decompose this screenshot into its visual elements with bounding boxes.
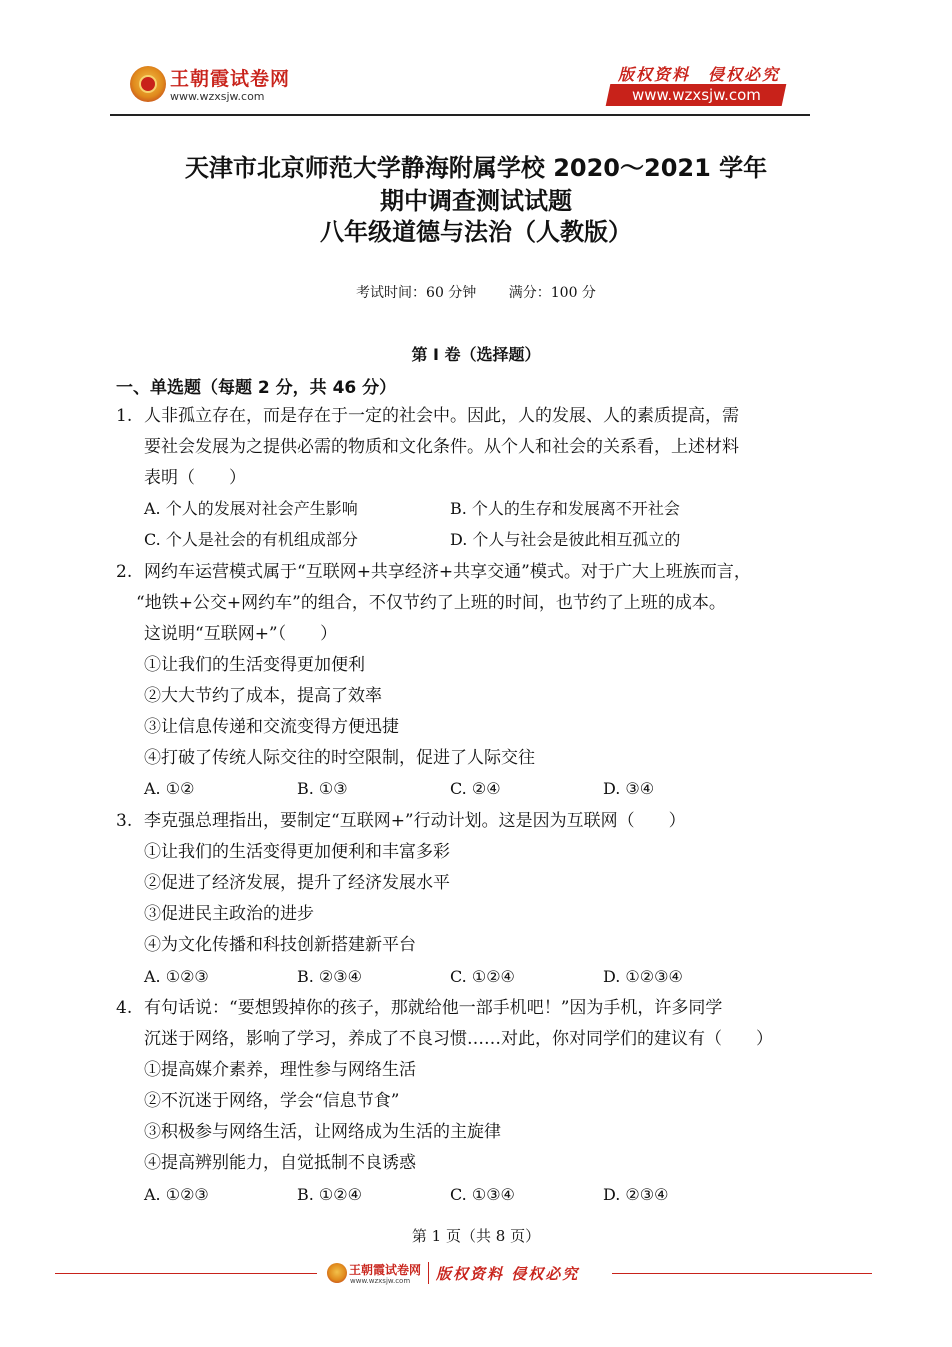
question-text: 网约车运营模式属于“互联网+共享经济+共享交通”模式。对于广大上班族而言， — [144, 562, 751, 582]
statement-item: ②促进了经济发展，提升了经济发展水平 — [144, 873, 450, 893]
logo-url: www.wzxsjw.com — [170, 90, 265, 103]
statement-item: ④为文化传播和科技创新搭建新平台 — [144, 935, 416, 955]
header-divider — [110, 114, 810, 116]
section-title: 第 I 卷（选择题） — [411, 345, 541, 364]
option-b[interactable]: B. ①②④ — [297, 1185, 362, 1204]
logo-name: 王朝霞试卷网 — [170, 68, 291, 90]
question-text: “地铁+公交+网约车”的组合，不仅节约了上班的时间，也节约了上班的成本。 — [136, 593, 726, 613]
footer-seal-icon — [327, 1263, 347, 1283]
statement-item: ③让信息传递和交流变得方便迅捷 — [144, 717, 399, 737]
option-c[interactable]: C. ②④ — [450, 779, 501, 798]
option-a[interactable]: A. ①②③ — [144, 967, 209, 986]
option-b[interactable]: B. ②③④ — [297, 967, 362, 986]
statement-item: ①让我们的生活变得更加便利和丰富多彩 — [144, 842, 450, 862]
option-c[interactable]: C. 个人是社会的有机组成部分 — [144, 530, 358, 549]
question-text: 表明（ ） — [144, 468, 246, 488]
footer-logo-url: www.wzxsjw.com — [350, 1277, 411, 1285]
option-c[interactable]: C. ①③④ — [450, 1185, 515, 1204]
question-text: 这说明“互联网+”（ ） — [144, 624, 338, 644]
option-d[interactable]: D. 个人与社会是彼此相互孤立的 — [450, 530, 681, 549]
site-url-text: www.wzxsjw.com — [631, 86, 761, 104]
page-title-line2: 期中调查测试试题 — [380, 187, 572, 215]
exam-score: 满分：100 分 — [508, 285, 596, 301]
question-number: 2. — [116, 562, 133, 582]
footer-divider-right — [612, 1273, 872, 1274]
option-a[interactable]: A. ①②③ — [144, 1185, 209, 1204]
copyright-notice: 版权资料 侵权必究 — [618, 65, 781, 84]
question-text: 有句话说：“要想毁掉你的孩子，那就给他一部手机吧！”因为手机，许多同学 — [144, 998, 723, 1018]
question-text: 李克强总理指出，要制定“互联网+”行动计划。这是因为互联网（ ） — [144, 811, 686, 831]
statement-item: ③促进民主政治的进步 — [144, 904, 314, 924]
question-text: 要社会发展为之提供必需的物质和文化条件。从个人和社会的关系看，上述材料 — [144, 437, 739, 457]
question-number: 3. — [116, 811, 133, 831]
option-c[interactable]: C. ①②④ — [450, 967, 515, 986]
statement-item: ②大大节约了成本，提高了效率 — [144, 686, 382, 706]
question-number: 4. — [116, 998, 133, 1018]
footer-logo-name: 王朝霞试卷网 — [349, 1263, 422, 1277]
option-d[interactable]: D. ③④ — [603, 779, 655, 798]
statement-item: ④提高辨别能力，自觉抵制不良诱惑 — [144, 1153, 416, 1173]
page-number: 第 1 页（共 8 页） — [411, 1227, 541, 1245]
statement-item: ①提高媒介素养，理性参与网络生活 — [144, 1060, 416, 1080]
exam-info — [0, 282, 952, 302]
page-title-line1: 天津市北京师范大学静海附属学校 2020～2021 学年 — [184, 154, 768, 182]
statement-item: ③积极参与网络生活，让网络成为生活的主旋律 — [144, 1122, 501, 1142]
option-b[interactable]: B. ①③ — [297, 779, 348, 798]
question-type-heading: 一、单选题（每题 2 分，共 46 分） — [116, 378, 397, 398]
option-d[interactable]: D. ②③④ — [603, 1185, 669, 1204]
question-text: 人非孤立存在，而是存在于一定的社会中。因此，人的发展、人的素质提高，需 — [144, 406, 739, 426]
statement-item: ④打破了传统人际交往的时空限制，促进了人际交往 — [144, 748, 535, 768]
statement-item: ①让我们的生活变得更加便利 — [144, 655, 365, 675]
footer-separator — [428, 1262, 429, 1284]
option-d[interactable]: D. ①②③④ — [603, 967, 683, 986]
question-text: 沉迷于网络，影响了学习，养成了不良习惯……对此，你对同学们的建议有（ ） — [144, 1029, 773, 1049]
statement-item: ②不沉迷于网络，学会“信息节食” — [144, 1091, 400, 1111]
option-a[interactable]: A. ①② — [144, 779, 195, 798]
question-number: 1. — [116, 406, 133, 426]
footer-divider-left — [55, 1273, 317, 1274]
site-url-banner[interactable] — [606, 84, 787, 106]
exam-time: 考试时间：60 分钟 — [356, 285, 477, 301]
option-a[interactable]: A. 个人的发展对社会产生影响 — [144, 499, 358, 518]
page-title-line3: 八年级道德与法治（人教版） — [320, 218, 632, 246]
logo-seal-icon — [130, 66, 166, 102]
option-b[interactable]: B. 个人的生存和发展离不开社会 — [450, 499, 680, 518]
footer-copyright: 版权资料 侵权必究 — [436, 1265, 580, 1283]
